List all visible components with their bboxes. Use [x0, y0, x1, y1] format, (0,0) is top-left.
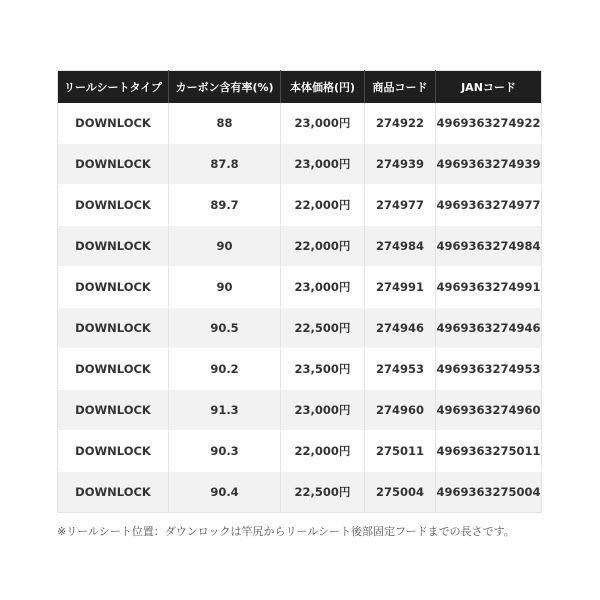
table-row — [58, 349, 542, 390]
cell-carbon-content: 89.7 — [169, 185, 281, 226]
cell-price: 22,000円 — [281, 226, 365, 267]
cell-jan-code: 4969363274960 — [436, 390, 542, 431]
cell-jan-code: 4969363274939 — [436, 144, 542, 185]
cell-carbon-content: 91.3 — [169, 390, 281, 431]
cell-product-code: 274939 — [365, 144, 436, 185]
header-price: 本体価格(円) — [281, 71, 365, 104]
table-row — [58, 103, 542, 144]
cell-carbon-content: 90.5 — [169, 308, 281, 349]
header-jan-code: JANコード — [436, 71, 542, 104]
cell-reel-seat-type: DOWNLOCK — [58, 103, 169, 144]
cell-product-code: 274922 — [365, 103, 436, 144]
cell-reel-seat-type: DOWNLOCK — [58, 226, 169, 267]
cell-jan-code: 4969363274922 — [436, 103, 542, 144]
table-row — [58, 226, 542, 267]
cell-product-code: 274984 — [365, 226, 436, 267]
cell-jan-code: 4969363275011 — [436, 431, 542, 472]
cell-price: 22,000円 — [281, 185, 365, 226]
header-reel-seat-type: リールシートタイプ — [58, 71, 169, 104]
cell-carbon-content: 90 — [169, 226, 281, 267]
table-row — [58, 431, 542, 472]
cell-reel-seat-type: DOWNLOCK — [58, 431, 169, 472]
cell-reel-seat-type: DOWNLOCK — [58, 349, 169, 390]
cell-jan-code: 4969363275004 — [436, 472, 542, 513]
cell-jan-code: 4969363274953 — [436, 349, 542, 390]
table-row — [58, 267, 542, 308]
cell-reel-seat-type: DOWNLOCK — [58, 390, 169, 431]
header-product-code: 商品コード — [365, 71, 436, 104]
cell-price: 23,000円 — [281, 144, 365, 185]
cell-product-code: 274977 — [365, 185, 436, 226]
cell-price: 23,000円 — [281, 103, 365, 144]
cell-price: 23,500円 — [281, 349, 365, 390]
cell-jan-code: 4969363274991 — [436, 267, 542, 308]
table-row — [58, 185, 542, 226]
cell-carbon-content: 88 — [169, 103, 281, 144]
cell-jan-code: 4969363274946 — [436, 308, 542, 349]
cell-reel-seat-type: DOWNLOCK — [58, 144, 169, 185]
header-carbon-content: カーボン含有率(%) — [169, 71, 281, 104]
cell-carbon-content: 87.8 — [169, 144, 281, 185]
cell-reel-seat-type: DOWNLOCK — [58, 308, 169, 349]
cell-price: 22,500円 — [281, 308, 365, 349]
cell-product-code: 274960 — [365, 390, 436, 431]
table-row — [58, 390, 542, 431]
cell-product-code: 274953 — [365, 349, 436, 390]
cell-product-code: 275004 — [365, 472, 436, 513]
cell-reel-seat-type: DOWNLOCK — [58, 267, 169, 308]
cell-carbon-content: 90.4 — [169, 472, 281, 513]
table-row — [58, 472, 542, 513]
cell-price: 22,000円 — [281, 431, 365, 472]
cell-product-code: 274946 — [365, 308, 436, 349]
cell-carbon-content: 90 — [169, 267, 281, 308]
footnote: ※リールシート位置：ダウンロックは竿尻からリールシート後部固定フードまでの長さです。 — [57, 525, 515, 538]
table-row — [58, 308, 542, 349]
table-body — [58, 103, 542, 513]
cell-jan-code: 4969363274977 — [436, 185, 542, 226]
table-header — [58, 71, 542, 104]
cell-price: 23,000円 — [281, 390, 365, 431]
table-row — [58, 144, 542, 185]
cell-product-code: 275011 — [365, 431, 436, 472]
cell-jan-code: 4969363274984 — [436, 226, 542, 267]
cell-carbon-content: 90.3 — [169, 431, 281, 472]
cell-reel-seat-type: DOWNLOCK — [58, 185, 169, 226]
cell-carbon-content: 90.2 — [169, 349, 281, 390]
cell-product-code: 274991 — [365, 267, 436, 308]
cell-price: 22,500円 — [281, 472, 365, 513]
cell-price: 23,000円 — [281, 267, 365, 308]
spec-table — [57, 70, 542, 513]
cell-reel-seat-type: DOWNLOCK — [58, 472, 169, 513]
header-row — [58, 71, 542, 104]
